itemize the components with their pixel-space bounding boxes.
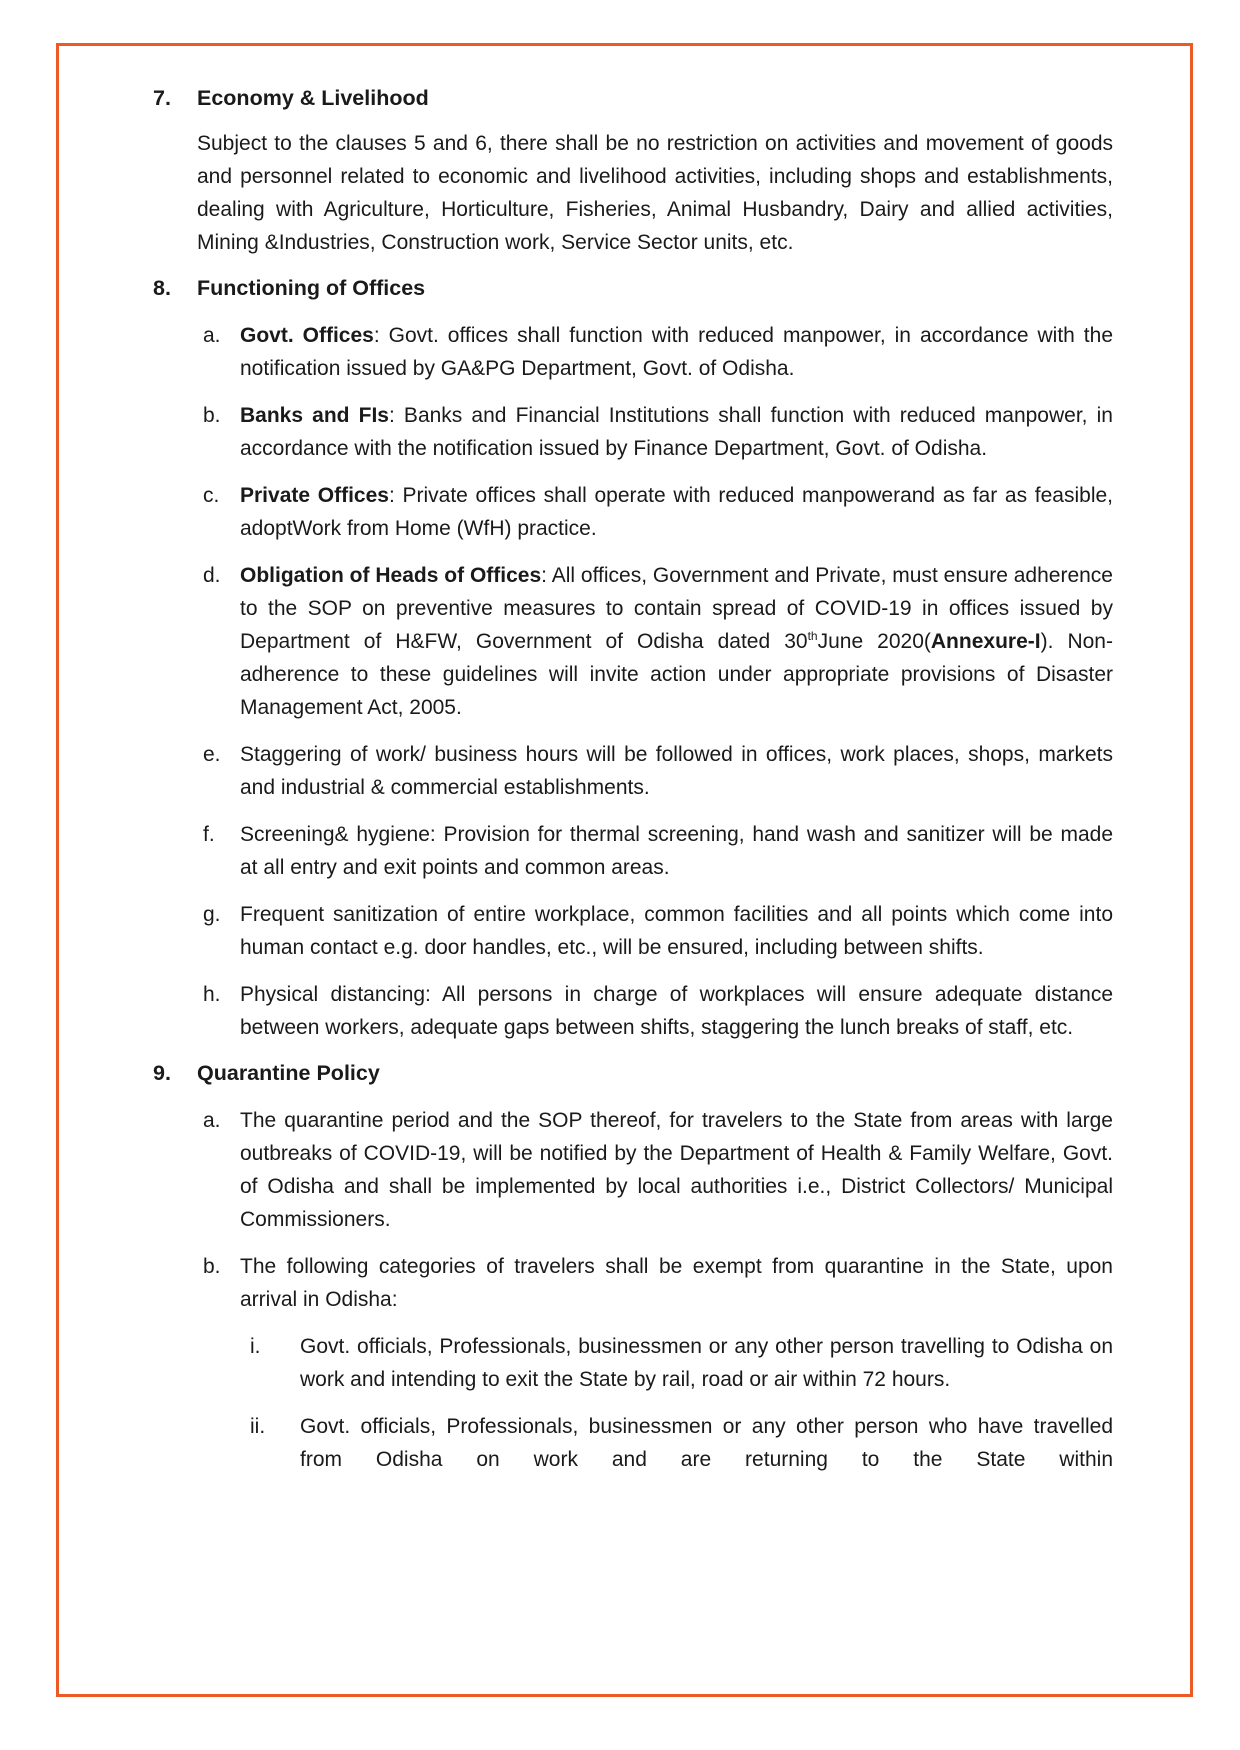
- item-text: : Banks and Financial Institutions shall function with reduced manpower, in accordance with the notification issued by Finance Department, Govt. of Odisha.: [240, 404, 1113, 460]
- list-item: [203, 1104, 1113, 1236]
- item-marker: h.: [203, 983, 221, 1006]
- item-marker: b.: [203, 404, 221, 427]
- item-text: The following categories of travelers shall be exempt from quarantine in the State, upon arrival in Odisha:: [240, 1255, 1113, 1311]
- item-marker: d.: [203, 564, 221, 587]
- item-label: Govt. Offices: [240, 324, 374, 347]
- item-marker: e.: [203, 743, 221, 766]
- section-title: Economy & Livelihood: [197, 86, 429, 110]
- item-text: ). Non-adherence to these guidelines will invite action under appropriate provisions of Disaster Management Act, 2005.: [240, 630, 1113, 719]
- item-marker: a.: [203, 324, 221, 347]
- item-text: : Govt. offices shall function with reduced manpower, in accordance with the notification issued by GA&PG Department, Govt. of Odisha.: [240, 324, 1113, 380]
- item-marker: f.: [203, 823, 215, 846]
- item-marker: i.: [250, 1335, 261, 1358]
- item-text: Govt. officials, Professionals, businessmen or any other person travelling to Odisha on work and intending to exit the State by rail, road or air within 72 hours.: [300, 1335, 1113, 1391]
- list-item: [203, 898, 1113, 964]
- list-item: [203, 738, 1113, 804]
- section-number: 9.: [153, 1061, 171, 1085]
- section-title: Quarantine Policy: [197, 1061, 380, 1085]
- list-item: [203, 399, 1113, 465]
- section-8: [0, 272, 1240, 1044]
- list-item: [203, 978, 1113, 1044]
- item-text: The quarantine period and the SOP thereof, for travelers to the State from areas with large outbreaks of COVID-19, will be notified by the Department of Health & Family Welfare, Govt. of Odisha and shall be implemented by local authorities i.e., District Collectors/ Municipal Commissioners.: [240, 1109, 1113, 1231]
- item-marker: a.: [203, 1109, 221, 1132]
- sub-list-item: [250, 1330, 1113, 1396]
- section-heading: [0, 1057, 1240, 1090]
- sub-list-item: [250, 1410, 1113, 1476]
- section-number: 8.: [153, 276, 171, 300]
- list-item: [203, 1250, 1113, 1316]
- item-marker: c.: [203, 484, 220, 507]
- list-item: [203, 479, 1114, 545]
- item-text: Frequent sanitization of entire workplace, common facilities and all points which come into human contact e.g. door handles, etc., will be ensured, including between shifts.: [240, 903, 1113, 959]
- list-item: [203, 319, 1113, 385]
- annexure-reference: Annexure-I: [930, 630, 1041, 653]
- item-label: Private Offices: [240, 484, 389, 507]
- list-item: [203, 559, 1113, 724]
- ordinal-superscript: th: [807, 629, 818, 643]
- item-marker: ii.: [250, 1415, 266, 1438]
- section-number: 7.: [153, 86, 171, 110]
- section-9: [0, 1057, 1240, 1476]
- section-heading: [0, 272, 1240, 305]
- item-label: Obligation of Heads of Offices: [240, 564, 542, 587]
- section-paragraph: Subject to the clauses 5 and 6, there shall be no restriction on activities and movement of goods and personnel related to economic and livelihood activities, including shops and establishments, dealing with Agriculture, Horticulture, Fisheries, Animal Husbandry, Dairy and allied activities, Mining &Industries, Construction work, Service Sector units, etc.: [197, 132, 1113, 254]
- item-marker: g.: [203, 903, 221, 926]
- section-7: [0, 0, 1240, 259]
- item-text: Govt. officials, Professionals, businessmen or any other person who have travelled from Odisha on work and are returning to the State within: [300, 1415, 1113, 1471]
- section-heading: [0, 82, 1240, 115]
- item-text: : Private offices shall operate with reduced manpowerand as far as feasible, adoptWork from Home (WfH) practice.: [240, 484, 1114, 540]
- item-text: June 2020(: [817, 630, 931, 653]
- item-marker: b.: [203, 1255, 221, 1278]
- section-title: Functioning of Offices: [197, 276, 426, 300]
- item-text: Screening& hygiene: Provision for thermal screening, hand wash and sanitizer will be made at all entry and exit points and common areas.: [240, 823, 1113, 879]
- list-item: [203, 818, 1113, 884]
- item-text: Physical distancing: All persons in charge of workplaces will ensure adequate distance between workers, adequate gaps between shifts, staggering the lunch breaks of staff, etc.: [240, 983, 1113, 1039]
- item-label: Banks and FIs: [240, 404, 389, 427]
- item-text: Staggering of work/ business hours will be followed in offices, work places, shops, markets and industrial & commercial establishments.: [240, 743, 1113, 799]
- item-text: : All offices, Government and Private, must ensure adherence to the SOP on preventive measures to contain spread of COVID-19 in offices issued by Department of H&FW, Government of Odisha dated 30: [240, 564, 1113, 653]
